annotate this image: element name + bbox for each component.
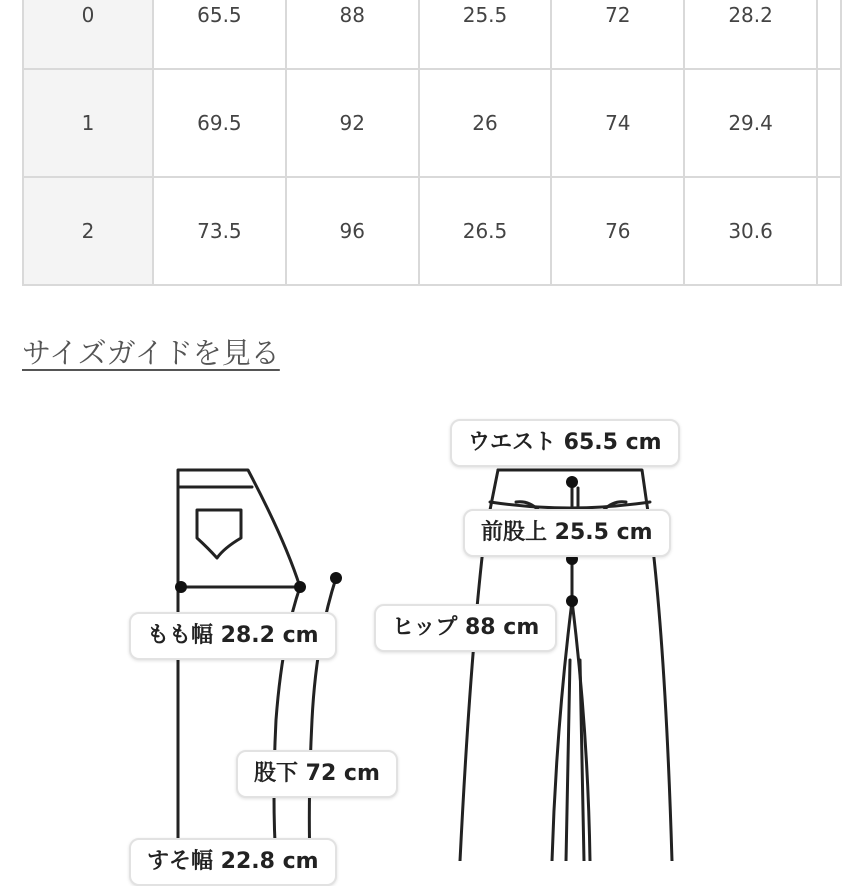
- table-cell: 96: [286, 177, 419, 285]
- table-cell: 26.5: [419, 177, 552, 285]
- size-guide-link[interactable]: サイズガイドを見る: [22, 336, 280, 370]
- table-cell: 28.2: [684, 0, 817, 69]
- size-cell: 2: [23, 177, 153, 285]
- hip-dot: [566, 595, 578, 607]
- table-cell: 29.4: [684, 69, 817, 177]
- table-cell: 30.6: [684, 177, 817, 285]
- front-rise-label: 前股上 25.5 cm: [463, 509, 671, 557]
- hem-label: すそ幅 22.8 cm: [129, 838, 337, 886]
- table-cell: 73.5: [153, 177, 286, 285]
- table-cell: 69.5: [153, 69, 286, 177]
- back-pocket: [197, 510, 241, 558]
- hem-dot: [330, 572, 342, 584]
- thigh-left-dot: [175, 581, 187, 593]
- table-cell: 26: [419, 69, 552, 177]
- waist-dot: [566, 476, 578, 488]
- hip-label: ヒップ 88 cm: [374, 604, 557, 652]
- size-cell: 1: [23, 69, 153, 177]
- table-cell: 25.5: [419, 0, 552, 69]
- table-cell: 65.5: [153, 0, 286, 69]
- thigh-right-dot: [294, 581, 306, 593]
- waist-label: ウエスト 65.5 cm: [450, 419, 680, 467]
- table-cell: 92: [286, 69, 419, 177]
- table-cell: 74: [551, 69, 684, 177]
- table-cell: 88: [286, 0, 419, 69]
- table-cell: 72: [551, 0, 684, 69]
- size-cell: 0: [23, 0, 153, 69]
- table-cell: 76: [551, 177, 684, 285]
- thigh-label: もも幅 28.2 cm: [129, 612, 337, 660]
- inseam-label: 股下 72 cm: [236, 750, 398, 798]
